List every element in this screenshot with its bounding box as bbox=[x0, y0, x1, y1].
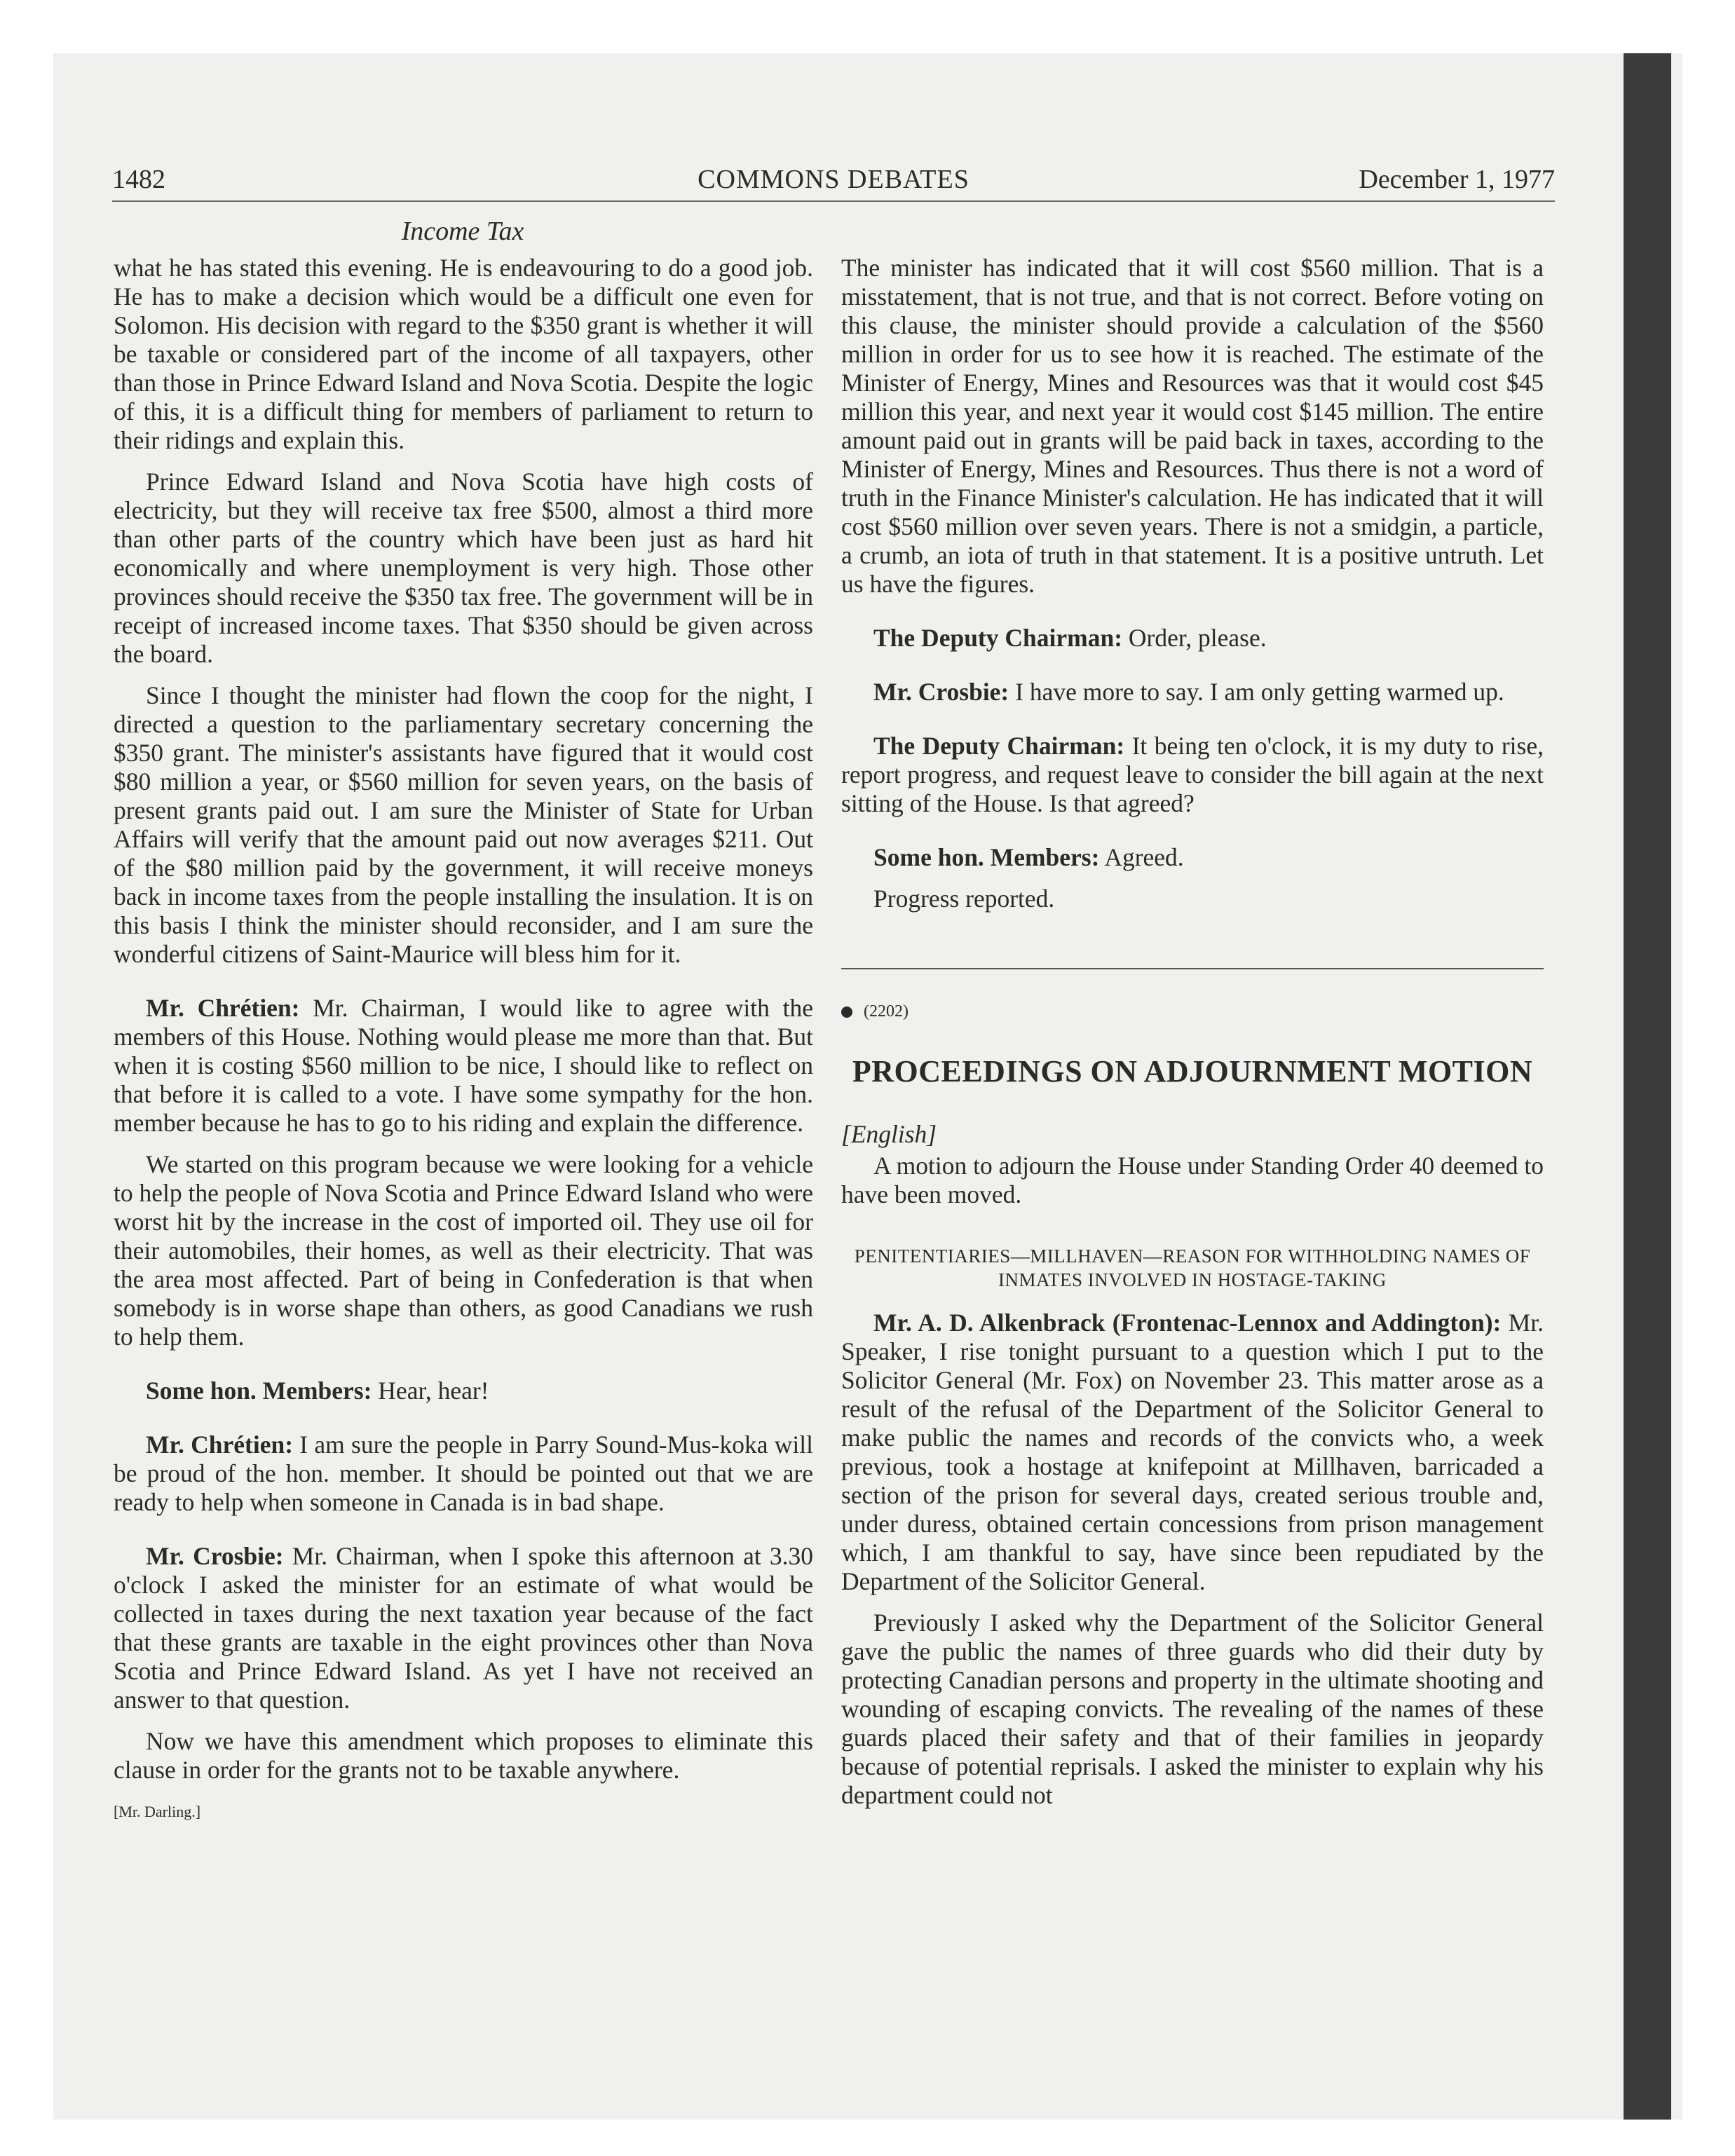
speech-text: Mr. Speaker, I rise tonight pursuant to a question which I put to the Solicitor General (Mr. Fox) on November 23. This matter arose as a result of the refusal of the Department of the Solicitor General to make public the names and records of the convicts who, a week previous, took a hostage at knifepoint at Millhaven, barricaded a section of the prison for several days, created serious trouble and, under duress, obtained certain concessions from prison management which, I am thankful to say, have since been repudiated by the Department of the Solicitor General. bbox=[841, 1309, 1544, 1595]
timestamp-text: (2202) bbox=[864, 1002, 909, 1021]
speech-text: Order, please. bbox=[1122, 624, 1267, 652]
header-date: December 1, 1977 bbox=[1359, 165, 1555, 194]
right-column bbox=[841, 254, 1544, 1822]
speaker-name: Some hon. Members: bbox=[146, 1377, 372, 1405]
speaker-name: The Deputy Chairman: bbox=[873, 732, 1125, 760]
speaker-name: Mr. Crosbie: bbox=[146, 1542, 284, 1570]
scan-binding-edge bbox=[1624, 53, 1671, 2120]
speaker-name: Some hon. Members: bbox=[873, 843, 1100, 871]
speech-paragraph bbox=[841, 732, 1544, 818]
speaker-name: The Deputy Chairman: bbox=[873, 624, 1123, 652]
speaker-attribution-note: [Mr. Darling.] bbox=[114, 1803, 201, 1820]
paragraph: Progress reported. bbox=[873, 885, 1055, 913]
speech-text: Mr. Chairman, I would like to agree with the members of this House. Nothing would please me more than that. But when it is costing $560 million to be nice, I should like to reflect on that before it is called to a vote. I have some sympathy for the hon. member because he has to go to his riding and explain the difference. bbox=[114, 994, 813, 1137]
topic-subheading: PENITENTIARIES—MILLHAVEN—REASON FOR WITHHOLDING NAMES OF INMATES INVOLVED IN HOSTAGE-TAKING bbox=[854, 1246, 1531, 1290]
paragraph: A motion to adjourn the House under Standing Order 40 deemed to have been moved. bbox=[841, 1152, 1544, 1208]
speech-paragraph bbox=[114, 1431, 813, 1517]
speech-paragraph bbox=[114, 1542, 813, 1714]
paragraph: Previously I asked why the Department of the Solicitor General gave the public the names of three guards who did their duty by protecting Canadian persons and property in the ultimate shooting and wounding of escaping convicts. The revealing of the names of these guards placed their safety and that of their families in jeopardy because of potential reprisals. I asked the minister to explain why his department could not bbox=[841, 1609, 1544, 1809]
speaker-name: Mr. Chrétien: bbox=[146, 994, 300, 1022]
speech-text: It being ten o'clock, it is my duty to rise, report progress, and request leave to consider the bill again at the next sitting of the House. Is that agreed? bbox=[841, 732, 1544, 817]
speaker-name: Mr. A. D. Alkenbrack (Frontenac-Lennox and Addington): bbox=[873, 1309, 1502, 1337]
speech-text: I am sure the people in Parry Sound-Mus-koka will be proud of the hon. member. It should be pointed out that we are ready to help when someone in Canada is in bad shape. bbox=[114, 1431, 813, 1516]
header-rule bbox=[112, 200, 1555, 202]
running-header bbox=[112, 164, 1555, 196]
left-column bbox=[114, 254, 813, 1838]
speaker-name: Mr. Crosbie: bbox=[873, 678, 1009, 706]
paragraph: Since I thought the minister had flown the coop for the night, I directed a question to the parliamentary secretary concerning the $350 grant. The minister's assistants have figured that it would cost $80 million a year, or $560 million for seven years, on the basis of present grants paid out. I am sure the Minister of State for Urban Affairs will verify that the amount paid out now averages $211. Out of the $80 million paid by the government, it will receive moneys back in income taxes from the people installing the insulation. It is on this basis I think the minister should reconsider, and I am sure the wonderful citizens of Saint-Maurice will bless him for it. bbox=[114, 681, 813, 968]
paragraph: what he has stated this evening. He is endeavouring to do a good job. He has to make a decision which would be a difficult one even for Solomon. His decision with regard to the $350 grant is whether it will be taxable or considered part of the income of all taxpayers, other than those in Prince Edward Island and Nova Scotia. Despite the logic of this, it is a difficult thing for members of parliament to return to their ridings and explain this. bbox=[114, 254, 813, 454]
section-divider bbox=[841, 968, 1544, 969]
speech-paragraph bbox=[114, 1377, 813, 1405]
speech-paragraph bbox=[841, 624, 1544, 653]
timestamp-marker bbox=[841, 997, 1544, 1026]
speech-text: Mr. Chairman, when I spoke this afternoon at 3.30 o'clock I asked the minister for an estimate of what would be collected in taxes during the next taxation year because of the fact that these grants are taxable in the eight provinces other than Nova Scotia and Prince Edward Island. As yet I have not received an answer to that question. bbox=[114, 1542, 813, 1714]
page-number: 1482 bbox=[112, 165, 165, 194]
paragraph: The minister has indicated that it will cost $560 million. That is a misstatement, that is not true, and that is not correct. Before voting on this clause, the minister should provide a calculation of the $560 million in order for us to see how it is reached. The estimate of the Minister of Energy, Mines and Resources was that it would cost $45 million this year, and next year it would cost $145 million. The entire amount paid out in grants will be paid back in taxes, according to the Minister of Energy, Mines and Resources. Thus there is not a word of truth in the Finance Minister's calculation. He has indicated that it will cost $560 million over seven years. There is not a smidgin, a particle, a crumb, an iota of truth in that statement. It is a positive untruth. Let us have the figures. bbox=[841, 254, 1544, 598]
publication-title: COMMONS DEBATES bbox=[698, 165, 969, 194]
bullet-icon bbox=[841, 1007, 852, 1018]
speech-text: Hear, hear! bbox=[372, 1377, 489, 1405]
proceedings-heading: PROCEEDINGS ON ADJOURNMENT MOTION bbox=[852, 1054, 1533, 1089]
speech-text: I have more to say. I am only getting warmed up. bbox=[1009, 678, 1504, 706]
language-marker: [English] bbox=[841, 1120, 937, 1148]
speech-paragraph bbox=[841, 678, 1544, 707]
speech-text: Agreed. bbox=[1099, 843, 1184, 871]
speaker-name: Mr. Chrétien: bbox=[146, 1431, 294, 1459]
paragraph: Now we have this amendment which proposes to eliminate this clause in order for the grants not to be taxable anywhere. bbox=[114, 1727, 813, 1784]
paragraph: We started on this program because we were looking for a vehicle to help the people of Nova Scotia and Prince Edward Island who were worst hit by the increase in the cost of imported oil. They use oil for their automobiles, their homes, as well as their electricity. That was the area most affected. Part of being in Confederation is that when somebody is in worse shape than others, as good Canadians we rush to help them. bbox=[114, 1150, 813, 1351]
paragraph: Prince Edward Island and Nova Scotia have high costs of electricity, but they will receive tax free $500, almost a third more than other parts of the country which have been just as hard hit economically and where unemployment is very high. Those other provinces should receive the $350 tax free. The government will be in receipt of increased income taxes. That $350 should be given across the board. bbox=[114, 468, 813, 668]
speech-paragraph bbox=[841, 1309, 1544, 1596]
section-title: Income Tax bbox=[401, 217, 524, 246]
speech-paragraph bbox=[114, 994, 813, 1138]
speech-paragraph bbox=[841, 843, 1544, 872]
